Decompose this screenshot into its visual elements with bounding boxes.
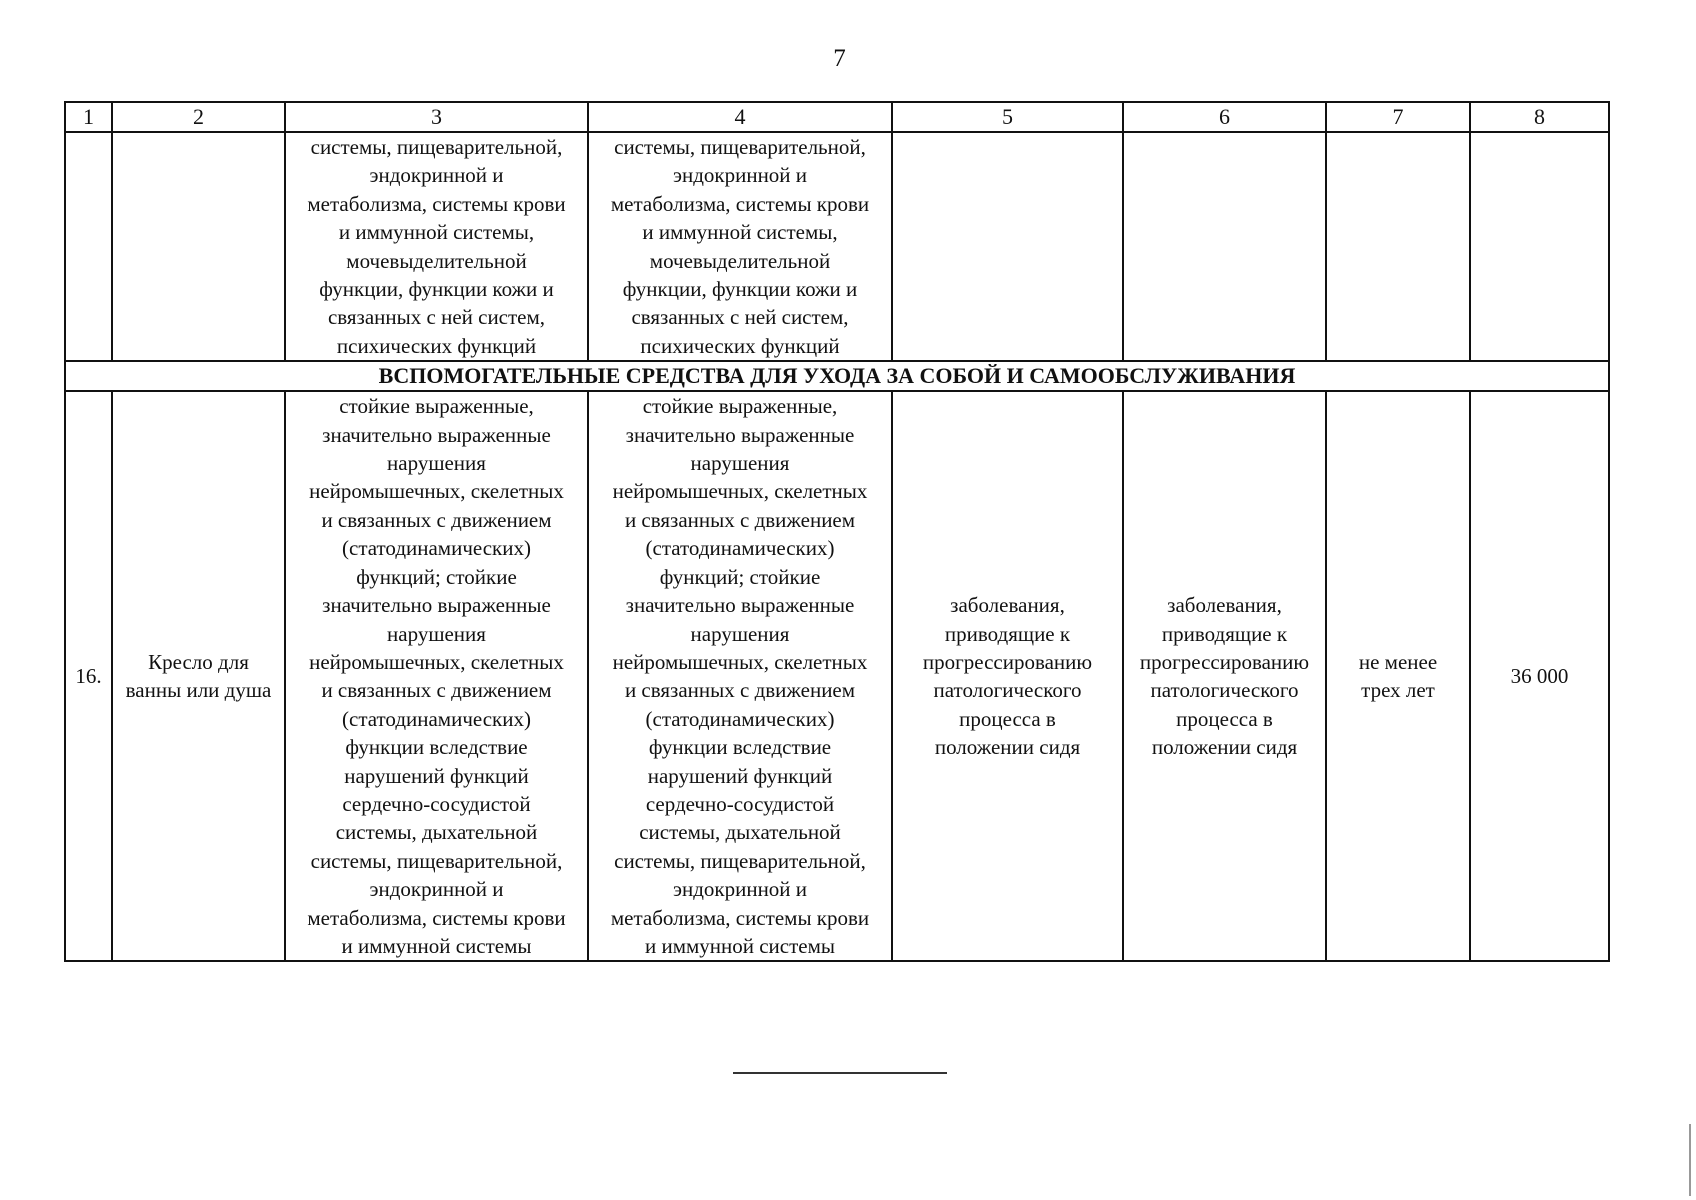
cell-line: патологического: [933, 678, 1082, 703]
header-cell: 3: [285, 102, 588, 132]
cell-line: приводящие к: [1161, 621, 1288, 646]
cell-line: значительно выраженные: [322, 422, 551, 447]
table-cell: [892, 132, 1123, 361]
cell-line: метаболизма, системы крови: [610, 191, 870, 216]
cell-line: заболевания,: [1167, 593, 1282, 618]
cell-line: психических функций: [336, 333, 537, 358]
cell-line: и иммунной системы,: [338, 220, 535, 245]
cell-line: положении сидя: [1151, 735, 1298, 760]
footer-rule: [733, 1072, 947, 1074]
cell-line: и иммунной системы,: [642, 220, 838, 245]
cell-line: сердечно-сосудистой: [645, 791, 835, 816]
cell-line: процесса в: [1176, 706, 1273, 731]
cell-line: нейромышечных, скелетных: [309, 649, 564, 674]
cell-line: нарушений функций: [647, 763, 833, 788]
cell-line: (статодинамических): [342, 706, 531, 731]
cell-line: (статодинамических): [342, 536, 531, 561]
cell-line: и связанных с движением: [321, 678, 552, 703]
cell-line: значительно выраженные: [625, 422, 855, 447]
cell-line: и иммунной системы: [644, 933, 836, 958]
row16-col7-cell: [1326, 391, 1470, 961]
continuation-row: [65, 132, 1609, 361]
cell-line: стойкие выраженные,: [339, 394, 534, 419]
cell-line: (статодинамических): [645, 536, 835, 561]
cell-line: функции вследствие: [648, 735, 832, 760]
header-cell: 1: [65, 102, 112, 132]
cell-line: системы, дыхательной: [639, 820, 841, 845]
table-cell: [112, 132, 285, 361]
cell-line: прогрессированию: [922, 649, 1093, 674]
cell-line: (статодинамических): [645, 706, 835, 731]
table-cell: [1470, 132, 1609, 361]
row-number: 16.: [65, 391, 112, 961]
table-cell: [65, 132, 112, 361]
header-cell: 6: [1123, 102, 1326, 132]
document-table: [64, 101, 1610, 962]
cell-line: приводящие к: [944, 621, 1071, 646]
header-cell: 8: [1470, 102, 1609, 132]
cell-line: метаболизма, системы крови: [610, 905, 870, 930]
cell-line: сердечно-сосудистой: [342, 791, 531, 816]
cell-line: связанных с ней систем,: [327, 305, 546, 330]
cell-line: функции вследствие: [345, 735, 528, 760]
cell-line: эндокринной и: [369, 163, 504, 188]
scan-edge-mark: [1689, 1124, 1691, 1196]
cell-line: метаболизма, системы крови: [307, 905, 566, 930]
cell-line: значительно выраженные: [322, 593, 551, 618]
cell-line: и иммунной системы: [341, 933, 532, 958]
header-cell: 4: [588, 102, 892, 132]
cell-line: метаболизма, системы крови: [307, 191, 566, 216]
section-row: [65, 361, 1609, 391]
table-cell: [1123, 132, 1326, 361]
cell-line: заболевания,: [950, 593, 1065, 618]
cell-line: эндокринной и: [369, 877, 504, 902]
cell-line: системы, дыхательной: [335, 820, 538, 845]
continuation-col3-cell: [285, 132, 588, 361]
header-cell: 5: [892, 102, 1123, 132]
cell-line: нарушения: [387, 451, 486, 476]
cell-line: стойкие выраженные,: [642, 394, 838, 419]
cell-line: нарушения: [690, 621, 790, 646]
page-number: 7: [833, 45, 846, 72]
cell-line: эндокринной и: [672, 877, 808, 902]
row16-col5-cell: [892, 391, 1123, 961]
cell-line: нейромышечных, скелетных: [612, 649, 868, 674]
cell-line: мочевыделительной: [649, 248, 831, 273]
table-cell: [1326, 132, 1470, 361]
header-cell: 2: [112, 102, 285, 132]
cell-line: патологического: [1150, 678, 1299, 703]
header-cell: 7: [1326, 102, 1470, 132]
cell-line: прогрессированию: [1139, 649, 1310, 674]
item-name-cell: [112, 391, 285, 961]
price-cell: 36 000: [1470, 391, 1609, 961]
cell-line: нарушений функций: [344, 763, 529, 788]
cell-line: процесса в: [959, 706, 1056, 731]
cell-line: ванны или душа: [125, 678, 272, 703]
cell-line: системы, пищеварительной,: [310, 848, 563, 873]
cell-line: психических функций: [640, 333, 840, 358]
cell-line: и связанных с движением: [624, 507, 856, 532]
cell-line: и связанных с движением: [321, 507, 552, 532]
cell-line: системы, пищеварительной,: [614, 848, 866, 873]
section-title: ВСПОМОГАТЕЛЬНЫЕ СРЕДСТВА ДЛЯ УХОДА ЗА СОБОЙ И САМООБСЛУЖИВАНИЯ: [65, 361, 1609, 391]
cell-line: системы, пищеварительной,: [614, 135, 866, 159]
cell-line: и связанных с движением: [624, 678, 856, 703]
cell-line: функций; стойкие: [356, 564, 517, 589]
cell-line: положении сидя: [934, 735, 1081, 760]
table-header-row: [65, 102, 1609, 132]
cell-line: эндокринной и: [672, 163, 808, 188]
cell-line: нейромышечных, скелетных: [309, 479, 564, 504]
cell-line: нарушения: [690, 451, 790, 476]
cell-line: трех лет: [1361, 678, 1435, 703]
cell-line: функций; стойкие: [659, 564, 821, 589]
table-row: [65, 391, 1609, 961]
continuation-col4-cell: [588, 132, 892, 361]
cell-line: мочевыделительной: [346, 248, 527, 273]
cell-line: связанных с ней систем,: [631, 305, 849, 330]
row16-col4-cell: [588, 391, 892, 961]
cell-line: значительно выраженные: [625, 593, 855, 618]
cell-line: нейромышечных, скелетных: [612, 479, 868, 504]
cell-line: Кресло для: [148, 649, 249, 674]
cell-line: системы, пищеварительной,: [310, 135, 563, 159]
row16-col3-cell: [285, 391, 588, 961]
cell-line: не менее: [1358, 649, 1438, 674]
cell-line: нарушения: [387, 621, 486, 646]
cell-line: функции, функции кожи и: [622, 277, 858, 302]
cell-line: функции, функции кожи и: [319, 277, 554, 302]
row16-col6-cell: [1123, 391, 1326, 961]
